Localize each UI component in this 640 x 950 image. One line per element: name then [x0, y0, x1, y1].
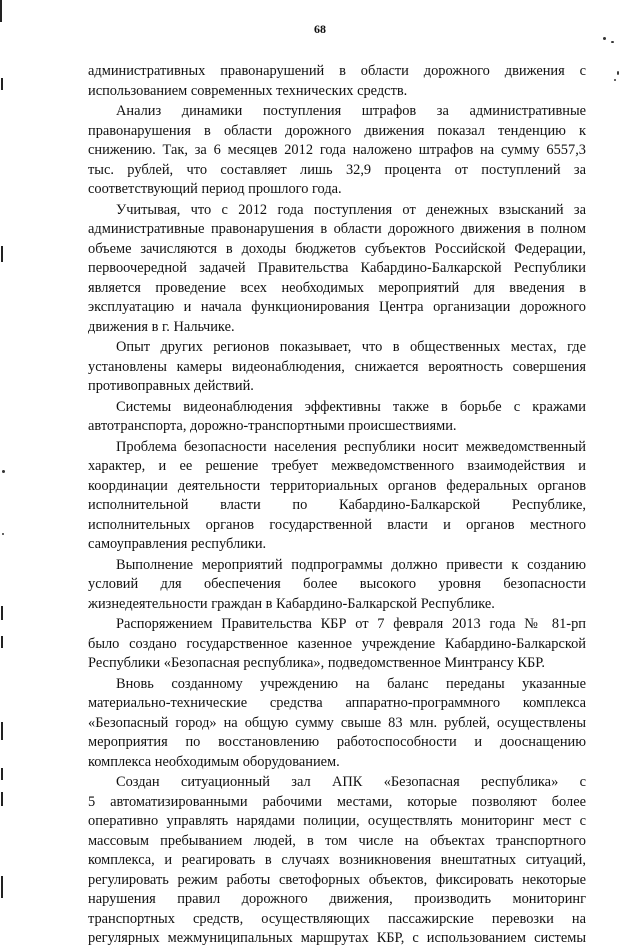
paragraph	[88, 201, 586, 338]
paragraph	[88, 556, 586, 615]
paragraph-line: является проведение всех необходимых мероприятий для введения в	[88, 279, 586, 296]
paragraph-line: материально-технические средства аппаратно-программного комплекса	[88, 695, 586, 711]
paragraph	[88, 615, 586, 674]
paragraph-line: Учитывая, что с 2012 года поступления от денежных взысканий за	[116, 201, 586, 218]
paragraph-line: самоуправления республики.	[88, 536, 267, 552]
paragraph-line: Системы видеонаблюдения эффективны также в борьбе с кражами	[116, 398, 586, 415]
paragraph-line: тыс. рублей, что составляет лишь 32,9 процента от поступлений за	[88, 161, 586, 178]
scan-mark-left-2	[1, 78, 3, 90]
page-number: 68	[314, 22, 326, 36]
scan-dot-right-1	[603, 37, 606, 40]
paragraph-line: оперативно управлять нарядами полиции, осуществлять мониторинг мест с	[88, 813, 586, 829]
paragraph	[88, 398, 586, 437]
paragraph-line: автотранспорта, дорожно-транспортными происшествиями.	[88, 418, 457, 434]
paragraph-line: регулировать режим работы светофорных объектов, фиксировать некоторые	[88, 871, 586, 888]
paragraph-line: исполнительной власти по Кабардино-Балкарской Республике,	[88, 497, 586, 513]
scan-mark-left-1	[0, 0, 2, 22]
paragraph	[88, 102, 586, 200]
paragraph-line: использованием современных технических средств.	[88, 82, 408, 99]
paragraph-line: Анализ динамики поступления штрафов за административные	[116, 103, 586, 119]
paragraph-line: жизнедеятельности граждан в Кабардино-Балкарской Республике.	[88, 595, 495, 612]
paragraph	[88, 773, 586, 949]
paragraph-line: характер, и ее решение требует межведомственного взаимодействия и	[88, 458, 586, 474]
scan-dot-right-4	[614, 79, 616, 81]
paragraph-line: Опыт других регионов показывает, что в общественных местах, где	[116, 339, 586, 355]
scan-mark-left-5	[1, 636, 3, 648]
paragraph-line: массовым пребыванием людей, в том числе на объектах транспортного	[88, 832, 586, 849]
paragraph-line: 5 автоматизированными рабочими местами, которые позволяют более	[88, 793, 586, 810]
paragraph-line: правонарушения в области дорожного движения показал тенденцию к	[88, 122, 586, 139]
paragraph-line: регулярных межмуниципальных маршрутах КБР, с использованием системы	[88, 930, 586, 946]
scan-dot-left-2	[2, 533, 4, 535]
paragraph-line: противоправных действий.	[88, 378, 254, 394]
scan-mark-left-3	[1, 246, 3, 262]
scan-dot-right-3	[617, 71, 619, 75]
paragraph-line: комплекса необходимым оборудованием.	[88, 753, 340, 770]
paragraph-line: Выполнение мероприятий подпрограммы должно привести к созданию	[116, 556, 586, 573]
paragraph-line: эксплуатацию и начала функционирования Центра организации дорожного	[88, 299, 586, 315]
scan-mark-left-9	[1, 876, 3, 898]
paragraph-line: нарушения правил дорожного движения, производить мониторинг	[88, 891, 586, 907]
paragraph-line: движения в г. Нальчике.	[88, 318, 235, 335]
scan-mark-left-6	[1, 722, 3, 740]
paragraph-line: установлены камеры видеонаблюдения, снижается вероятность совершения	[88, 358, 586, 375]
scan-dot-left-1	[2, 470, 5, 473]
paragraph-line: соответствующий период прошлого года.	[88, 181, 342, 197]
paragraph-line: первоочередной задачей Правительства Кабардино-Балкарской Республики	[88, 260, 586, 276]
paragraph-line: административных правонарушений в области дорожного движения с	[88, 63, 586, 79]
paragraph-line: Создан ситуационный зал АПК «Безопасная республика» с	[116, 774, 586, 790]
paragraph-line: условий для обеспечения более высокого уровня безопасности	[88, 576, 586, 592]
paragraph	[88, 675, 586, 773]
paragraph-line: Республики «Безопасная республика», подведомственное Минтрансу КБР.	[88, 655, 546, 671]
paragraph-line: административные правонарушения в области дорожного движения в полном	[88, 221, 586, 237]
paragraph-line: комплекса, и реагировать в случаях возникновения внештатных ситуаций,	[88, 852, 586, 868]
paragraph	[88, 438, 586, 555]
paragraph-line: Проблема безопасности населения республики носит межведомственный	[116, 438, 586, 455]
scan-mark-left-4	[1, 606, 3, 620]
paragraph-line: снижению. Так, за 6 месяцев 2012 года наложено штрафов на сумму 6557,3	[88, 142, 586, 158]
scan-mark-left-7	[1, 768, 3, 780]
paragraph-line: Распоряжением Правительства КБР от 7 февраля 2013 года № 81-рп	[116, 616, 586, 632]
paragraph-line: транспортных средств, осуществляющих пассажирские перевозки на	[88, 910, 586, 927]
paragraph-line: было создано государственное казенное учреждение Кабардино-Балкарской	[88, 635, 586, 652]
paragraph-line: исполнительных органов государственной власти и органов местного	[88, 516, 586, 533]
paragraph-line: Вновь созданному учреждению на баланс переданы указанные	[116, 675, 586, 692]
scan-mark-left-8	[1, 792, 3, 806]
scan-dot-right-2	[611, 41, 614, 43]
paragraph-line: мероприятия по восстановлению работоспособности и дооснащению	[88, 734, 586, 750]
paragraph-line: «Безопасный город» на общую сумму свыше 83 млн. рублей, осуществлены	[88, 714, 586, 731]
paragraph	[88, 338, 586, 397]
paragraph-line: координации деятельности территориальных органов федеральных органов	[88, 477, 586, 494]
document-body	[88, 62, 586, 950]
paragraph	[88, 62, 586, 101]
paragraph-line: объеме зачисляются в доходы бюджетов субъектов Российской Федерации,	[88, 240, 586, 257]
